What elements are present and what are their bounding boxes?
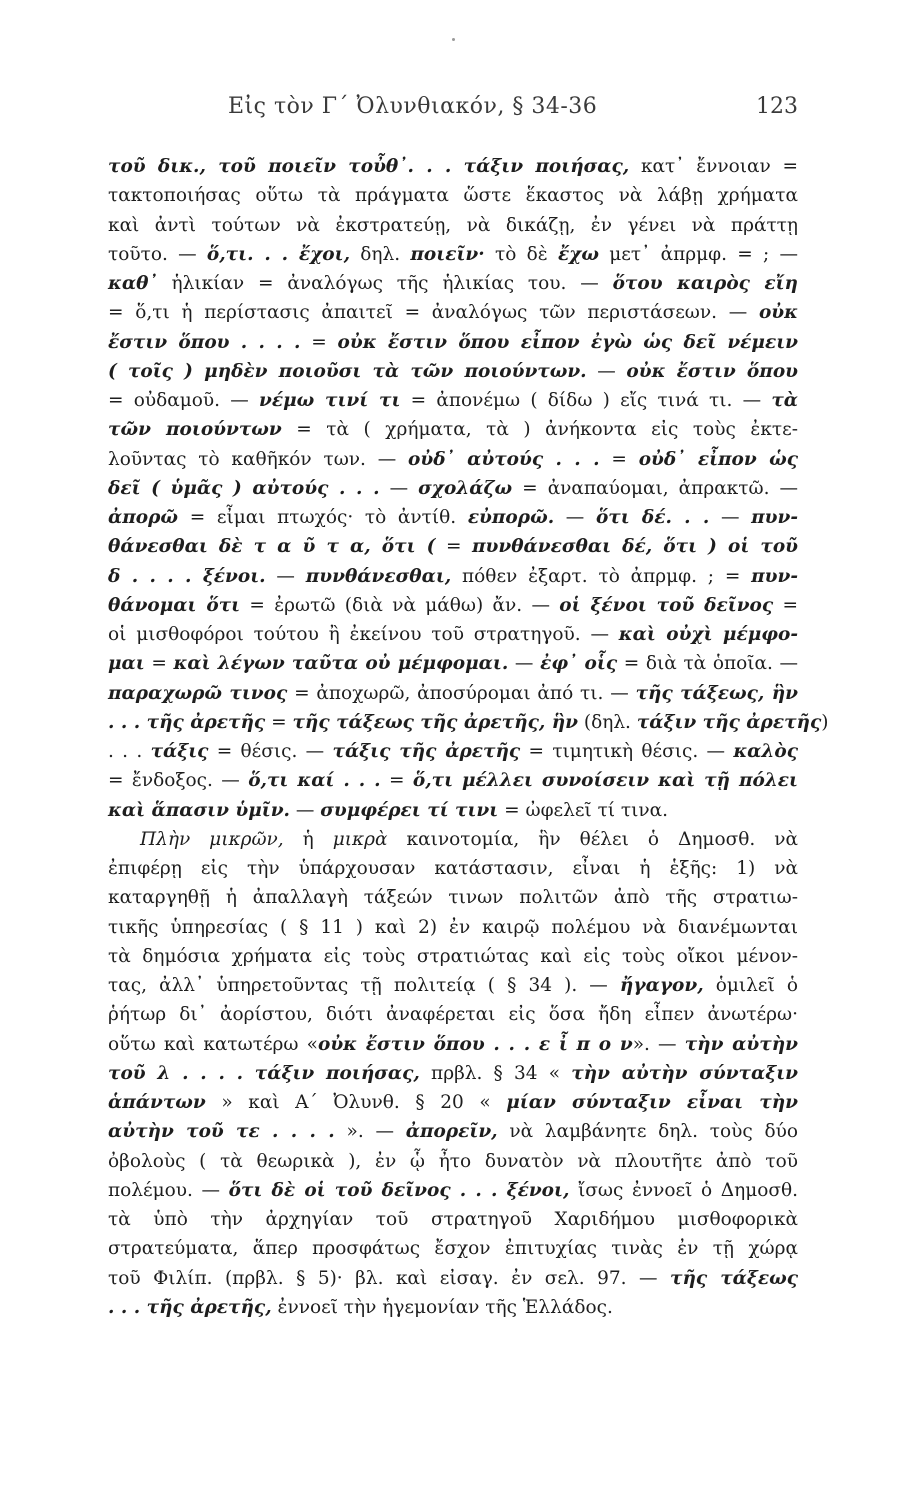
lemma-segment: τῶν ποιούντων [108, 419, 282, 441]
text-segment: καταργηθῇ ἡ ἀπαλλαγὴ τάξεών τινων πολιτῶν ἀπὸ τῆς στρατιω- [108, 887, 798, 909]
text-segment: = [599, 448, 639, 470]
text-segment: πρβλ. § 34 « [419, 1062, 572, 1084]
text-line [108, 1264, 798, 1293]
text-segment: = διὰ τὰ ὁποῖα. — [617, 653, 799, 675]
text-segment: ἡ [283, 828, 333, 850]
lemma-segment: οὐκ [758, 302, 798, 324]
text-segment: τας, ἀλλ᾽ ὑπηρετοῦντας τῇ πολιτείᾳ ( § 34 ). — [108, 975, 620, 996]
text-segment: = τιμητικὴ θέσις. — [520, 741, 734, 762]
text-line [108, 181, 798, 210]
text-line [108, 591, 798, 620]
lemma-segment: πυνθάνεσθαι, [305, 565, 452, 587]
lemma-segment: μικρὰ [332, 828, 388, 850]
text-segment: = [380, 770, 413, 792]
lemma-segment: ὅ,τι. . . ἔχοι, [206, 243, 351, 265]
lemma-segment: οὐδ᾽ εἶπον ὡς [638, 448, 798, 470]
text-segment: τὰ ὑπὸ τὴν ἀρχηγίαν τοῦ στρατηγοῦ Χαριδήμου μισθοφορικὰ [108, 1209, 798, 1230]
text-line [108, 1205, 798, 1234]
text-line [108, 1088, 798, 1117]
text-segment: . . . [108, 741, 151, 762]
lemma-segment: θάνεσθαι δὲ τ α ῦ τ α, ὅτι ( [108, 536, 436, 558]
text-segment: = θέσις. — [208, 741, 333, 762]
text-line [108, 211, 798, 240]
text-segment: ῥήτωρ δι᾽ ἀορίστου, διότι ἀναφέρεται εἰς ὅσα ἤδη εἶπεν ἀνωτέρω· [108, 1004, 798, 1026]
lemma-segment: ὅ,τι καί . . . [248, 770, 381, 792]
text-segment: πόθεν ἐξαρτ. τὸ ἀπρμφ. ; = [451, 565, 752, 587]
text-segment: = ἐρωτῶ (διὰ νὰ μάθω) ἄν. — [240, 594, 560, 616]
text-segment: λοῦντας τὸ καθῆκόν των. — [108, 448, 409, 470]
text-segment: τακτοποιήσας οὕτω τὰ πράγματα ὥστε ἕκαστος νὰ λάβῃ χρήματα [108, 185, 798, 207]
text-line [108, 152, 798, 181]
page-number: 123 [756, 94, 798, 119]
text-segment: καινοτομία, ἣν θέλει ὁ Δημοσθ. νὰ [387, 828, 798, 850]
lemma-segment: εὐπορῶ. [467, 507, 555, 528]
text-segment: = ὅ,τι ἡ περίστασις ἀπαιτεῖ = ἀναλόγως τῶν περιστάσεων. — [108, 302, 759, 324]
lemma-segment: ἀπορεῖν, [405, 1121, 498, 1143]
text-segment: = εἶμαι πτωχός· τὸ ἀντίθ. [178, 507, 468, 528]
text-segment: στρατεύματα, ἅπερ προσφάτως ἔσχον ἐπιτυχίας τινὰς ἐν τῇ χώρᾳ [108, 1238, 798, 1260]
text-segment: — [554, 507, 596, 528]
text-line [108, 737, 798, 766]
lemma-segment: ὅ,τι μέλλει συνοίσειν καὶ τῇ πόλει [412, 770, 799, 792]
lemma-segment: τῆς τάξεως [670, 1267, 798, 1289]
text-segment: ». — [334, 1121, 406, 1143]
text-line [108, 766, 798, 795]
text-segment: = [144, 653, 174, 675]
lemma-segment: θάνομαι ὅτι [108, 594, 241, 616]
text-line [108, 1176, 798, 1205]
lemma-segment: καὶ ἅπασιν ὑμῖν. [108, 799, 290, 821]
text-segment: καὶ ἀντὶ τούτων νὰ ἐκστρατεύῃ, νὰ δικάζῃ, ἐν γένει νὰ πράττῃ [108, 214, 798, 236]
page-header [108, 94, 798, 128]
lemma-segment: ἐφ᾽ οἷς [540, 653, 618, 675]
text-line [108, 825, 798, 854]
lemma-segment: τὰ [771, 390, 798, 411]
text-line [108, 328, 798, 357]
text-segment: — [265, 565, 306, 587]
text-line [108, 942, 798, 971]
text-segment: = ἀπονέμω ( δίδω ) εἴς τινά τι. — [400, 390, 772, 411]
text-segment: δηλ. [350, 243, 411, 265]
text-segment: ἐννοεῖ τὴν ἡγεμονίαν τῆς Ἑλλάδος. [271, 1296, 613, 1318]
text-segment: οὕτω καὶ κατωτέρω « [108, 1033, 318, 1055]
lemma-segment: οὐκ ἔστιν ὅπου [626, 360, 798, 382]
lemma-segment: ἔστιν ὅπου . . . . [108, 331, 301, 353]
lemma-segment: συμφέρει τί τινι [320, 799, 499, 821]
lemma-segment: ἁπάντων [108, 1092, 206, 1113]
text-segment: = ὠφελεῖ τί τινα. [498, 799, 669, 821]
lemma-segment: καὶ λέγων ταῦτα οὐ μέμφομαι. [173, 653, 509, 675]
text-line [108, 620, 798, 649]
text-segment: = [265, 711, 293, 733]
text-segment: — [379, 477, 419, 499]
text-line [108, 474, 798, 503]
text-segment: = [435, 536, 472, 558]
text-segment: μετ᾽ ἀπρμφ. = ; — [598, 243, 798, 265]
running-head: Εἰς τὸν Γ΄ Ὀλυνθιακόν, § 34-36 [228, 94, 598, 119]
text-segment: τοῦ Φιλίπ. (πρβλ. § 5)· βλ. καὶ εἰσαγ. ἐν σελ. 97. — [108, 1267, 671, 1289]
text-line [108, 1059, 798, 1088]
text-line [108, 679, 798, 708]
lemma-segment: οὐκ ἔστιν ὅπου . . . ε ἶ π ο ν [317, 1033, 633, 1055]
text-line [108, 913, 798, 942]
lemma-segment: ὅτου καιρὸς εἴη [612, 273, 798, 294]
text-line [108, 971, 798, 1000]
lemma-segment: νέμω τινί τι [259, 390, 401, 411]
lemma-segment: καλὸς [733, 741, 798, 762]
text-segment: ἐπιφέρῃ εἰς τὴν ὑπάρχουσαν κατάστασιν, εἶναι ἡ ἑξῆς: 1) νὰ [108, 858, 798, 879]
text-segment: = ἀποχωρῶ, ἀποσύρομαι ἀπό τι. — [287, 682, 636, 704]
text-segment: — [586, 360, 627, 382]
lemma-segment: τάξιν τῆς ἀρετῆς [636, 711, 822, 733]
lemma-segment: . . . τῆς ἀρετῆς [108, 711, 266, 733]
text-line [108, 854, 798, 883]
lemma-segment: τοῦ λ . . . . τάξιν ποιήσας, [108, 1062, 420, 1084]
lemma-segment: παραχωρῶ τινος [108, 682, 288, 704]
text-line [108, 708, 829, 737]
text-line [108, 240, 798, 269]
text-segment: = [300, 331, 338, 353]
text-segment: = ἀναπαύομαι, ἀπρακτῶ. — [512, 477, 799, 499]
lemma-segment: καὶ οὐχὶ μέμφο- [618, 624, 798, 645]
text-line [108, 415, 798, 444]
paper-speck [452, 38, 455, 41]
lemma-segment: τοῦ δικ., τοῦ ποιεῖν τοὖθ᾽. . . τάξιν ποιήσας, [108, 156, 630, 177]
text-segment: — [709, 507, 752, 528]
text-segment: ὁμιλεῖ ὁ [703, 975, 798, 996]
text-line [108, 1293, 798, 1322]
text-segment: πολέμου. — [108, 1179, 229, 1201]
text-segment: ». — [632, 1033, 685, 1055]
lemma-segment: Πλὴν μικρῶν, [140, 828, 284, 850]
text-segment: — [508, 653, 541, 675]
lemma-segment: οὐκ ἔστιν ὅπου εἶπον ἐγὼ ὡς δεῖ νέμειν [337, 331, 799, 353]
text-segment: = ἔνδοξος. — [108, 770, 249, 792]
text-segment: = τὰ ( χρήματα, τὰ ) ἀνήκοντα εἰς τοὺς ἐκτε- [281, 419, 798, 441]
lemma-segment: πυν- [751, 565, 799, 587]
text-line [108, 649, 798, 678]
text-segment: τικῆς ὑπηρεσίας ( § 11 ) καὶ 2) ἐν καιρῷ πολέμου νὰ διανέμωνται [108, 916, 798, 938]
text-line [108, 1030, 798, 1059]
lemma-segment: ( τοῖς ) μηδὲν ποιοῦσι τὰ τῶν ποιούντων. [108, 360, 587, 382]
lemma-segment: ποιεῖν· [410, 243, 485, 265]
text-segment: τὰ δημόσια χρήματα εἰς τοὺς στρατιώτας καὶ εἰς τοὺς οἴκοι μένον- [108, 945, 798, 967]
lemma-segment: μίαν σύνταξιν εἶναι τὴν [506, 1092, 798, 1113]
text-line [108, 796, 798, 825]
lemma-segment: πυνθάνεσθαι δέ, ὅτι ) οἱ τοῦ [472, 536, 798, 558]
text-segment: = οὐδαμοῦ. — [108, 390, 259, 411]
lemma-segment: ἀπορῶ [108, 507, 179, 528]
text-line [108, 1000, 798, 1029]
text-segment: ἡλικίαν = ἀναλόγως τῆς ἡλικίας του. — [157, 273, 613, 294]
lemma-segment: δεῖ ( ὑμᾶς ) αὐτούς . . . [108, 477, 380, 499]
text-segment: = [773, 594, 798, 616]
text-line [108, 532, 798, 561]
text-segment: τὸ δὲ [484, 243, 558, 265]
lemma-segment: τὴν αὐτὴν σύνταξιν [571, 1062, 798, 1084]
lemma-segment: ἔχω [557, 243, 599, 265]
lemma-segment: οἱ ξένοι τοῦ δεῖνος [559, 594, 774, 616]
lemma-segment: ἤγαγον, [619, 975, 704, 996]
lemma-segment: δ . . . . ξένοι. [108, 565, 266, 587]
text-segment: κατ᾽ ἔννοιαν = [629, 156, 798, 177]
lemma-segment: ὅτι δὲ οἱ τοῦ δεῖνος . . . ξένοι, [228, 1179, 570, 1201]
lemma-segment: οὐδ᾽ αὐτούς . . . [408, 448, 600, 470]
text-segment: νὰ λαμβάνητε δηλ. τοὺς δύο [497, 1121, 799, 1143]
commentary-text [108, 152, 829, 1322]
text-segment: οἱ μισθοφόροι τούτου ἢ ἐκείνου τοῦ στρατηγοῦ. — [108, 624, 619, 645]
text-line [108, 269, 798, 298]
text-line [108, 883, 798, 912]
text-line [108, 1117, 798, 1146]
lemma-segment: σχολάζω [418, 477, 513, 499]
text-segment: ) [821, 711, 829, 733]
text-line [108, 1147, 798, 1176]
text-line [108, 562, 798, 591]
lemma-segment: τῆς τάξεως, ἣν [635, 682, 798, 704]
lemma-segment: τὴν αὐτὴν [684, 1033, 798, 1055]
lemma-segment: . . . τῆς ἀρετῆς, [108, 1296, 272, 1318]
text-segment: τοῦτο. — [108, 243, 207, 265]
text-segment: (δηλ. [578, 711, 637, 733]
text-segment: ἴσως ἐννοεῖ ὁ Δημοσθ. [569, 1179, 799, 1201]
text-segment: » καὶ Α΄ Ὀλυνθ. § 20 « [205, 1092, 507, 1113]
text-line [108, 503, 798, 532]
text-line [108, 445, 798, 474]
lemma-segment: τάξις [150, 741, 209, 762]
lemma-segment: πυν- [751, 507, 799, 528]
text-line [108, 298, 798, 327]
lemma-segment: τῆς τάξεως τῆς ἀρετῆς, ἣν [292, 711, 578, 733]
lemma-segment: ὅτι δέ. . . [595, 507, 710, 528]
lemma-segment: μαι [108, 653, 145, 675]
text-segment: ὀβολοὺς ( τὰ θεωρικὰ ), ἐν ᾧ ἦτο δυνατὸν νὰ πλουτῆτε ἀπὸ τοῦ [108, 1150, 798, 1172]
lemma-segment: αὐτὴν τοῦ τε . . . . [108, 1121, 335, 1143]
text-line [108, 386, 798, 415]
text-line [108, 357, 798, 386]
text-segment: — [289, 799, 321, 821]
lemma-segment: τάξις τῆς ἀρετῆς [332, 741, 521, 762]
lemma-segment: καθ᾽ [108, 273, 158, 294]
text-line [108, 1234, 798, 1263]
